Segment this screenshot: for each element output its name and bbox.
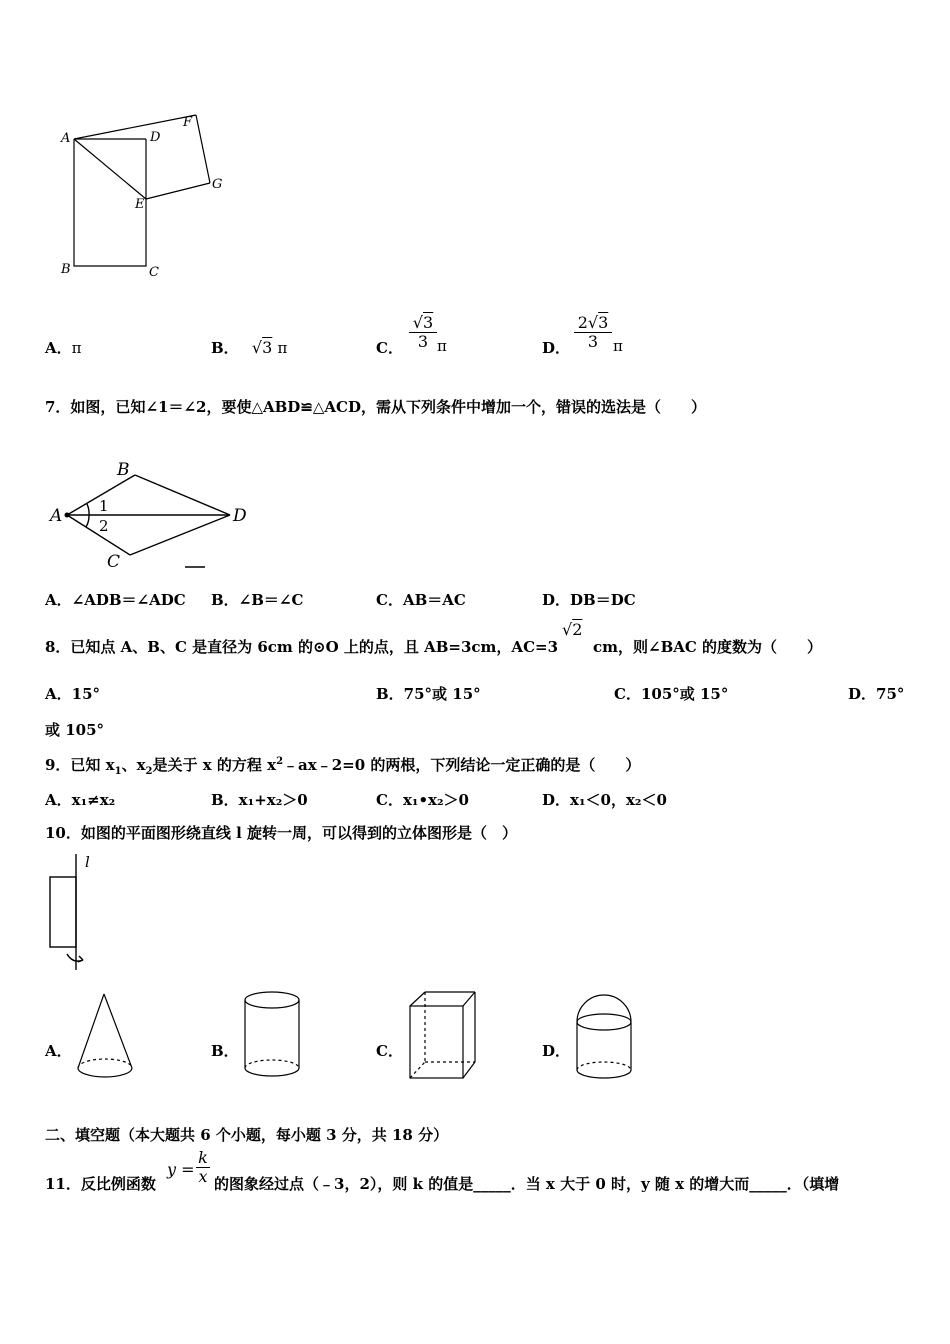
q10-stem: 10．如图的平面图形绕直线 l 旋转一周，可以得到的立体图形是（ ） — [45, 824, 518, 842]
q7-option-d[interactable]: D．DB＝DC — [542, 591, 636, 609]
q8-sqrt: √2 — [562, 620, 583, 639]
label-B: B — [117, 460, 130, 480]
q8-option-d[interactable]: D．75° — [848, 685, 905, 703]
label-C: C — [107, 552, 121, 570]
label-D: D — [233, 506, 247, 526]
q7-option-c[interactable]: C．AB＝AC — [376, 591, 466, 609]
q7-option-a[interactable]: A．∠ADB＝∠ADC — [45, 591, 186, 609]
q10-option-d[interactable]: D． — [542, 1042, 571, 1060]
q6-c-pi: π — [437, 337, 447, 355]
label-A: A — [50, 506, 63, 526]
q6-d-fraction: $\frac{2√3}{3}$ — [574, 313, 612, 351]
figure-square-rotation — [55, 108, 235, 283]
q10-option-a[interactable]: A． — [45, 1042, 72, 1060]
q9-option-c[interactable]: C．x₁•x₂＞0 — [376, 791, 469, 809]
q8-stem-part1: 8．已知点 A、B、C 是直径为 6cm 的⊙O 上的点，且 AB=3cm，AC=3 — [45, 638, 559, 656]
figure-rectangle-axis — [45, 852, 105, 972]
angle-2: 2 — [99, 517, 109, 535]
q10-option-c[interactable]: C． — [376, 1042, 403, 1060]
cylinder-icon — [240, 988, 304, 1080]
q8-stem-part2: cm，则∠BAC 的度数为（ ） — [593, 638, 823, 656]
q7-option-b[interactable]: B．∠B＝∠C — [211, 591, 304, 609]
q9-stem: 9．已知 $x_1$、$x_2$是关于 x 的方程 $x^2﹣ax﹣2=0$ 的两根，下列结论一定正确的是（ ） — [45, 756, 641, 777]
q6-option-a[interactable]: A．π — [45, 339, 82, 357]
label-E: E — [135, 197, 145, 212]
q6-d-pi: π — [613, 337, 623, 355]
label-C: C — [149, 265, 159, 280]
q6-option-c[interactable]: C． — [376, 339, 403, 357]
q6-c-fraction: $\frac{√3}{3}$ — [409, 313, 437, 351]
axis-l-label: l — [85, 853, 90, 871]
q9-option-d[interactable]: D．x₁＜0，x₂＜0 — [542, 791, 667, 809]
cuboid-icon — [405, 988, 480, 1082]
label-F: F — [183, 115, 193, 130]
q8-option-b[interactable]: B．75°或 15° — [376, 685, 481, 703]
q11-stem-part2: 的图象经过点（﹣3，2），则 k 的值是_____．当 x 大于 0 时，y 随 x 的增大而_____．（填增 — [214, 1175, 840, 1193]
label-D: D — [150, 130, 161, 145]
q11-k-over-x: $\frac{k}{x}$ — [196, 1148, 210, 1186]
q11-y-equals: y = — [167, 1160, 195, 1179]
q9-option-a[interactable]: A．x₁≠x₂ — [45, 791, 116, 809]
q7-stem: 7．如图，已知∠1＝∠2，要使△ABD≌△ACD，需从下列条件中增加一个，错误的选法是（ ） — [45, 398, 706, 416]
q8-option-d-cont: 或 105° — [45, 721, 105, 739]
q8-option-c[interactable]: C．105°或 15° — [614, 685, 729, 703]
q10-option-b[interactable]: B． — [211, 1042, 239, 1060]
section-title: 二、填空题（本大题共 6 个小题，每小题 3 分，共 18 分） — [45, 1126, 449, 1144]
label-A: A — [61, 131, 71, 146]
label-G: G — [212, 177, 223, 192]
figure-kite-abd-acd — [45, 455, 260, 570]
label-B: B — [61, 262, 71, 277]
q9-option-b[interactable]: B．x₁+x₂＞0 — [211, 791, 308, 809]
cylinder-with-hemisphere-icon — [572, 994, 636, 1082]
cone-icon — [72, 990, 137, 1082]
angle-1: 1 — [99, 497, 109, 515]
q8-option-a[interactable]: A．15° — [45, 685, 101, 703]
q11-stem-part1: 11．反比例函数 — [45, 1175, 156, 1193]
q6-option-d[interactable]: D． — [542, 339, 571, 357]
q6-option-b[interactable]: B． √3 π — [211, 338, 288, 357]
